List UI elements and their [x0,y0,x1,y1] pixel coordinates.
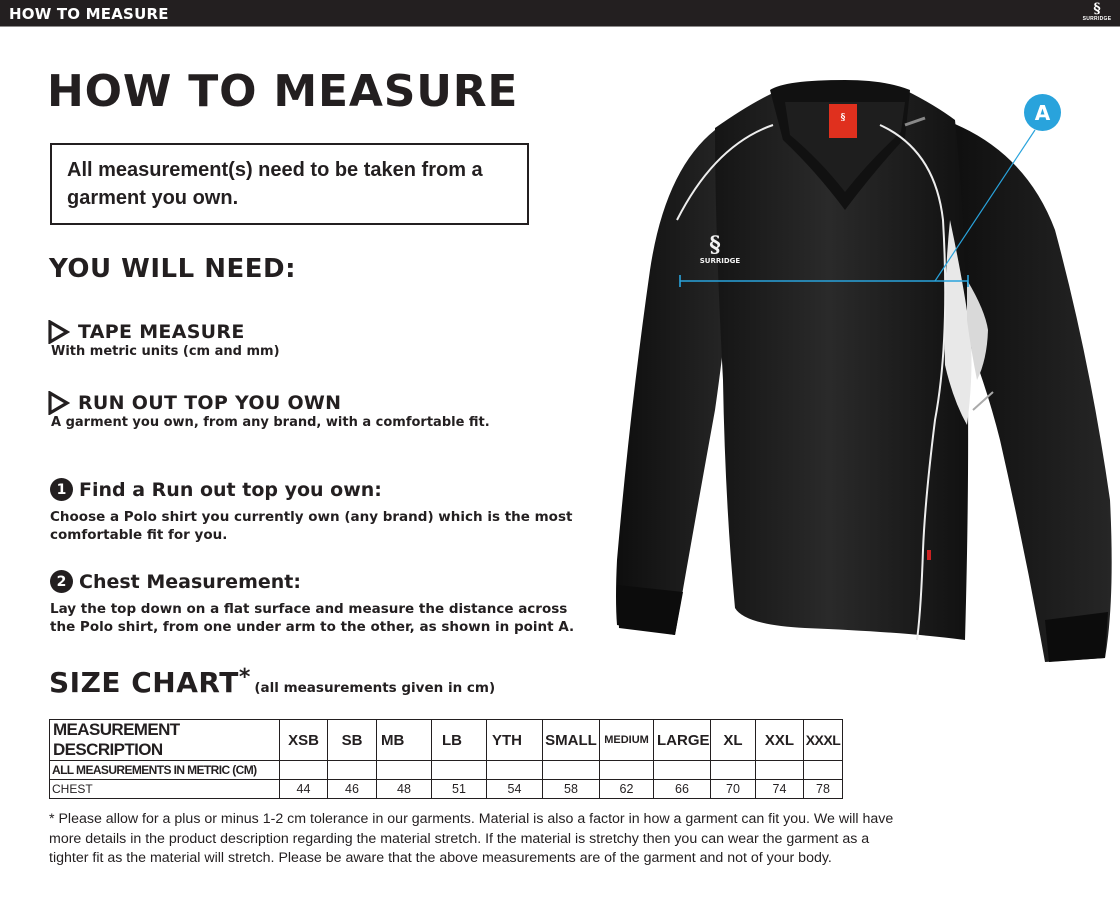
size-chart-heading [49,666,495,699]
left-cuff [617,585,683,635]
garment-illustration [605,80,1115,670]
table-row [50,780,843,799]
size-header: MEDIUM [600,720,654,761]
size-header: SB [328,720,377,761]
size-chart-asterisk: * [238,665,251,690]
svg-text:§: § [840,113,846,123]
you-will-need-heading: YOU WILL NEED: [49,254,296,284]
size-header: XL [711,720,756,761]
need-item-title: TAPE MEASURE [78,321,245,343]
left-sleeve [616,130,730,635]
need-item-description: With metric units (cm and mm) [51,344,280,359]
size-chart-table [49,719,843,799]
step-1 [50,478,590,544]
chest-value: 48 [377,780,432,799]
triangle-play-icon [48,391,70,415]
page-title: HOW TO MEASURE [47,66,519,117]
chest-value: 54 [487,780,543,799]
notice-text: All measurement(s) need to be taken from a garment you own. [67,159,483,209]
step-title: Chest Measurement: [79,570,301,593]
chest-value: 78 [804,780,843,799]
chest-value: 58 [543,780,600,799]
step-title: Find a Run out top you own: [79,478,382,501]
chest-value: 66 [654,780,711,799]
size-header: SMALL [543,720,600,761]
measurement-description-header: MEASUREMENT DESCRIPTION [50,720,280,761]
size-header: XXL [756,720,804,761]
size-header: XSB [280,720,328,761]
top-bar [0,0,1120,27]
tolerance-footnote: * Please allow for a plus or minus 1-2 cm tolerance in our garments. Material is also a factor in how a garment can fit you. We will have more details in the product description regarding the material stretch. If the material is stretchy then you can wear the garment as a tighter fit as the material will stretch. Please be aware that the above measurements are of the garment and not of your body. [49,811,894,866]
point-a-badge: A [1024,94,1061,131]
top-bar-title: HOW TO MEASURE [9,5,169,23]
chest-value: 44 [280,780,328,799]
metric-note-cell: ALL MEASUREMENTS IN METRIC (CM) [50,761,280,780]
chest-logo-icon: § [709,232,721,258]
size-chart-subheader-row [50,761,843,780]
chest-value: 74 [756,780,804,799]
chest-value: 46 [328,780,377,799]
size-chart-title: SIZE CHART [49,666,239,699]
surridge-logo [1079,2,1115,25]
chest-value: 51 [432,780,487,799]
need-item-run-out-top [48,391,490,430]
size-chart-header-row [50,720,843,761]
size-header: XXXL [804,720,843,761]
brand-name: SURRIDGE [1082,16,1112,22]
step-number-badge: 1 [50,478,73,501]
step-description: Lay the top down on a flat surface and measure the distance across the Polo shirt, from one under arm to the other, as shown in point A. [50,601,575,635]
right-cuff [1045,612,1108,662]
size-chart-units-note: (all measurements given in cm) [254,680,496,696]
row-label: CHEST [50,780,280,799]
chest-value: 70 [711,780,756,799]
chest-value: 62 [600,780,654,799]
size-header: YTH [487,720,543,761]
surridge-s-logo-icon: § [1093,1,1101,17]
triangle-play-icon [48,320,70,344]
step-description: Choose a Polo shirt you currently own (any brand) which is the most comfortable fit for you. [50,509,573,543]
size-header: LARGE [654,720,711,761]
size-header: MB [377,720,432,761]
step-number-badge: 2 [50,570,73,593]
notice-box [50,143,529,225]
chest-logo-text: SURRIDGE [699,257,741,265]
need-item-tape-measure [48,320,280,359]
step-2 [50,570,595,636]
need-item-title: RUN OUT TOP YOU OWN [78,392,342,414]
need-item-description: A garment you own, from any brand, with a comfortable fit. [51,415,490,430]
size-header: LB [432,720,487,761]
